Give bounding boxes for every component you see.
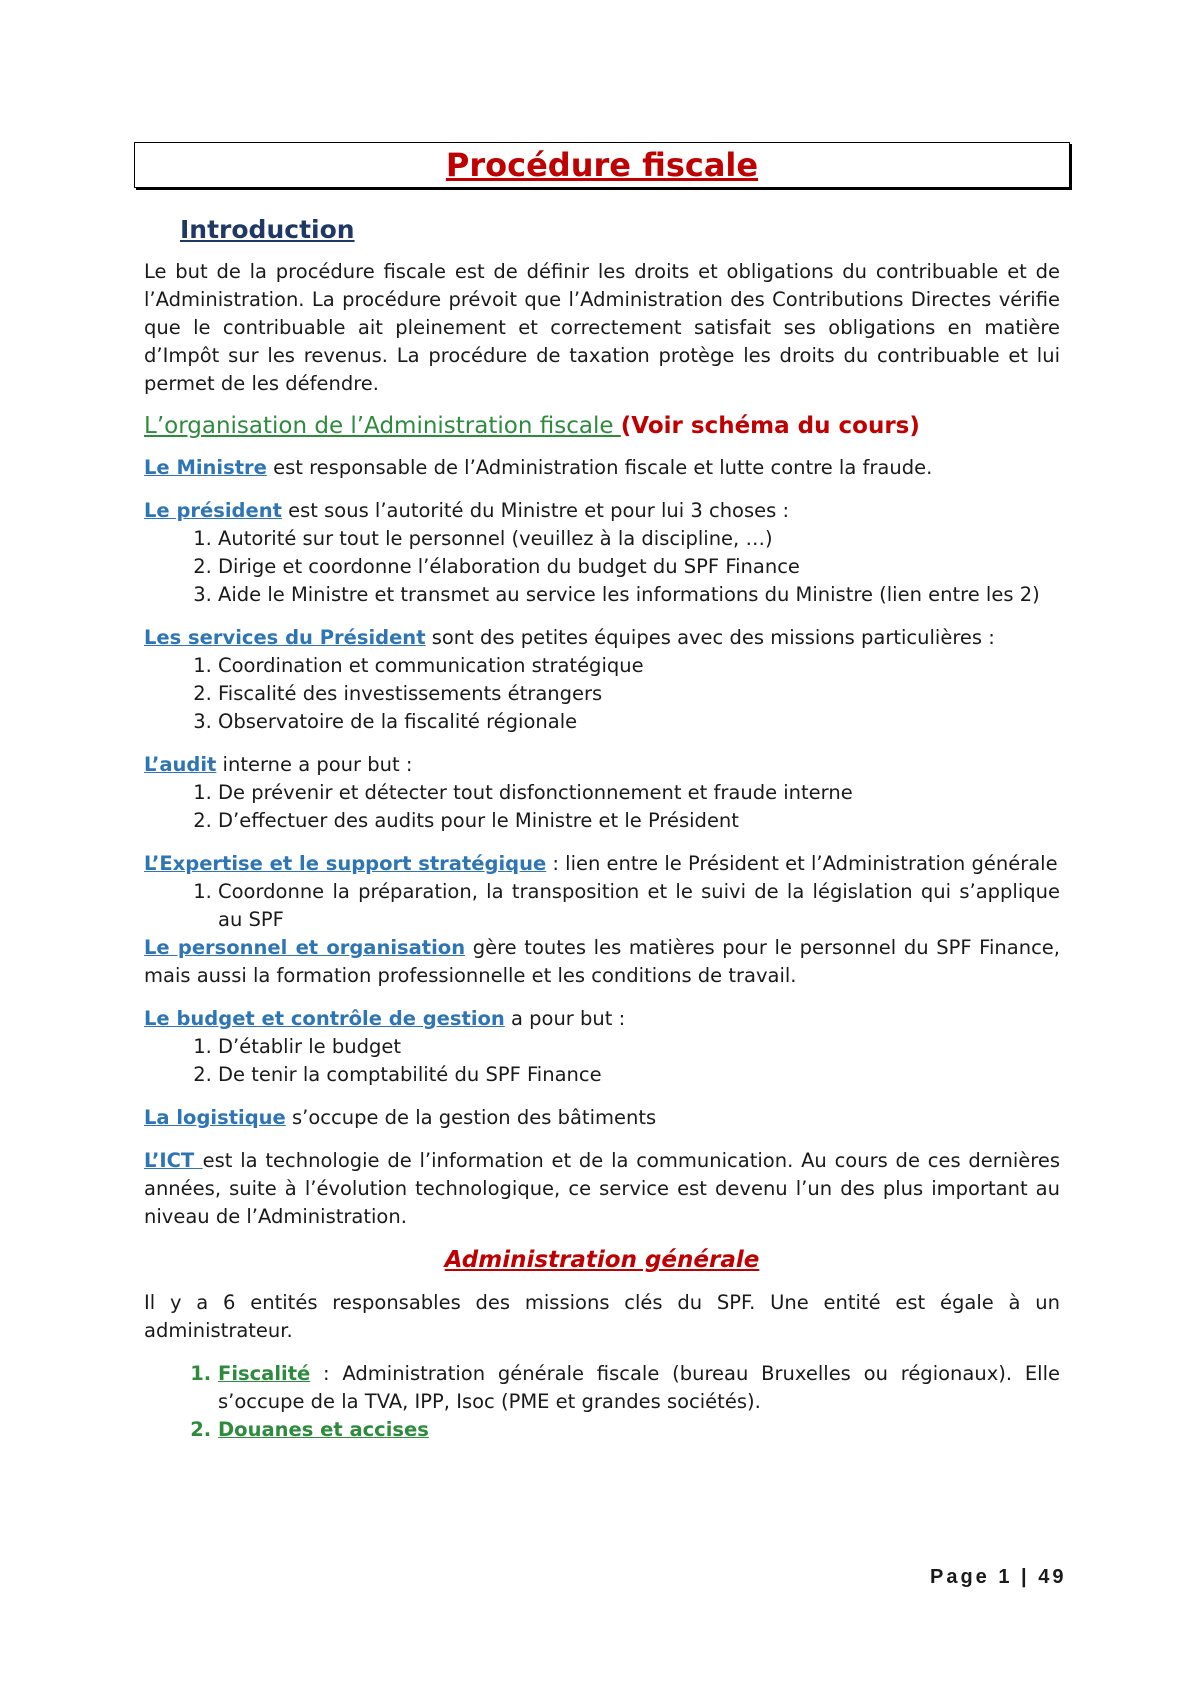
budget-list — [144, 1033, 1060, 1089]
logistique-term[interactable]: La logistique — [144, 1106, 286, 1129]
list-item: 2. Dirige et coordonne l’élaboration du budget du SPF Finance — [218, 553, 1060, 581]
fiscalite-term[interactable]: Fiscalité — [218, 1362, 311, 1385]
page-number: 1 — [998, 1566, 1013, 1588]
expertise-paragraph — [144, 850, 1060, 878]
introduction-heading: Introduction — [180, 215, 355, 244]
expertise-list — [144, 878, 1060, 934]
list-item: 3. Observatoire de la fiscalité régionale — [218, 708, 1060, 736]
list-item: 2. De tenir la comptabilité du SPF Finance — [218, 1061, 1060, 1089]
document-title: Procédure fiscale — [445, 146, 759, 184]
document-body — [144, 215, 1060, 1444]
douanes-term[interactable]: Douanes et accises — [218, 1418, 429, 1441]
organisation-heading-text: L’organisation de l’Administration fiscale — [144, 413, 621, 439]
ministre-text: est responsable de l’Administration fiscale et lutte contre la fraude. — [266, 456, 933, 479]
logistique-text: s’occupe de la gestion des bâtiments — [285, 1106, 657, 1129]
administration-list — [144, 1360, 1060, 1444]
services-list — [144, 652, 1060, 736]
president-text: est sous l’autorité du Ministre et pour lui 3 choses : — [281, 499, 790, 522]
audit-list — [144, 779, 1060, 835]
ministre-term[interactable]: Le Ministre — [144, 456, 267, 479]
expertise-term[interactable]: L’Expertise et le support stratégique — [144, 852, 547, 875]
list-item: 1. D’établir le budget — [218, 1033, 1060, 1061]
page-total: 49 — [1038, 1566, 1067, 1588]
personnel-text: gère toutes les matières pour le personnel du SPF Finance, mais aussi la formation professionnelle et les conditions de travail. — [144, 936, 1060, 987]
ict-paragraph — [144, 1147, 1060, 1231]
budget-term[interactable]: Le budget et contrôle de gestion — [144, 1007, 505, 1030]
ict-text: est la technologie de l’information et de la communication. Au cours de ces dernières années, suite à l’évolution technologique, ce service est devenu l’un des plus important au niveau de l’Administration. — [144, 1149, 1060, 1228]
organisation-heading — [144, 411, 1060, 441]
services-text: sont des petites équipes avec des missions particulières : — [425, 626, 995, 649]
document-title-box — [134, 142, 1070, 188]
personnel-term[interactable]: Le personnel et organisation — [144, 936, 466, 959]
introduction-paragraph: Le but de la procédure fiscale est de définir les droits et obligations du contribuable et de l’Administration. La procédure prévoit que l’Administration des Contributions Directes vérifie que le contribuable ait pleinement et correctement satisfait ses obligations en matière d’Impôt sur les revenus. La procédure de taxation protège les droits du contribuable et lui permet de les défendre. — [144, 260, 1060, 395]
list-item: 1. Coordination et communication stratégique — [218, 652, 1060, 680]
audit-text: interne a pour but : — [216, 753, 413, 776]
expertise-text: : lien entre le Président et l’Administration générale — [546, 852, 1058, 875]
president-term[interactable]: Le président — [144, 499, 282, 522]
administration-paragraph: Il y a 6 entités responsables des missions clés du SPF. Une entité est égale à un administrateur. — [144, 1291, 1060, 1342]
logistique-paragraph — [144, 1104, 1060, 1132]
ict-term[interactable]: L’ICT — [144, 1149, 203, 1172]
page-footer: Page 1 | 49 — [930, 1566, 1067, 1588]
ministre-paragraph — [144, 454, 1060, 482]
list-item: 2. D’effectuer des audits pour le Ministre et le Président — [218, 807, 1060, 835]
list-item: 1. Autorité sur tout le personnel (veuillez à la discipline, …) — [218, 525, 1060, 553]
president-list — [144, 525, 1060, 609]
services-term[interactable]: Les services du Président — [144, 626, 426, 649]
audit-paragraph — [144, 751, 1060, 779]
list-item: 2. Fiscalité des investissements étrangers — [218, 680, 1060, 708]
budget-text: a pour but : — [504, 1007, 626, 1030]
list-item: 1. De prévenir et détecter tout disfonctionnement et fraude interne — [218, 779, 1060, 807]
services-paragraph — [144, 624, 1060, 652]
administration-generale-heading: Administration générale — [444, 1247, 760, 1273]
list-item: 1. Coordonne la préparation, la transposition et le suivi de la législation qui s’applique au SPF — [218, 878, 1060, 934]
organisation-heading-note: (Voir schéma du cours) — [620, 413, 920, 439]
list-item — [218, 1360, 1060, 1416]
list-item: 3. Aide le Ministre et transmet au service les informations du Ministre (lien entre les 2) — [218, 581, 1060, 609]
audit-term[interactable]: L’audit — [144, 753, 217, 776]
fiscalite-text: : Administration générale fiscale (bureau Bruxelles ou régionaux). Elle s’occupe de la TVA, IPP, Isoc (PME et grandes sociétés). — [218, 1362, 1060, 1413]
page-label: Page — [930, 1566, 990, 1588]
budget-paragraph — [144, 1005, 1060, 1033]
president-paragraph — [144, 497, 1060, 525]
list-item — [218, 1416, 1060, 1444]
personnel-paragraph — [144, 934, 1060, 990]
